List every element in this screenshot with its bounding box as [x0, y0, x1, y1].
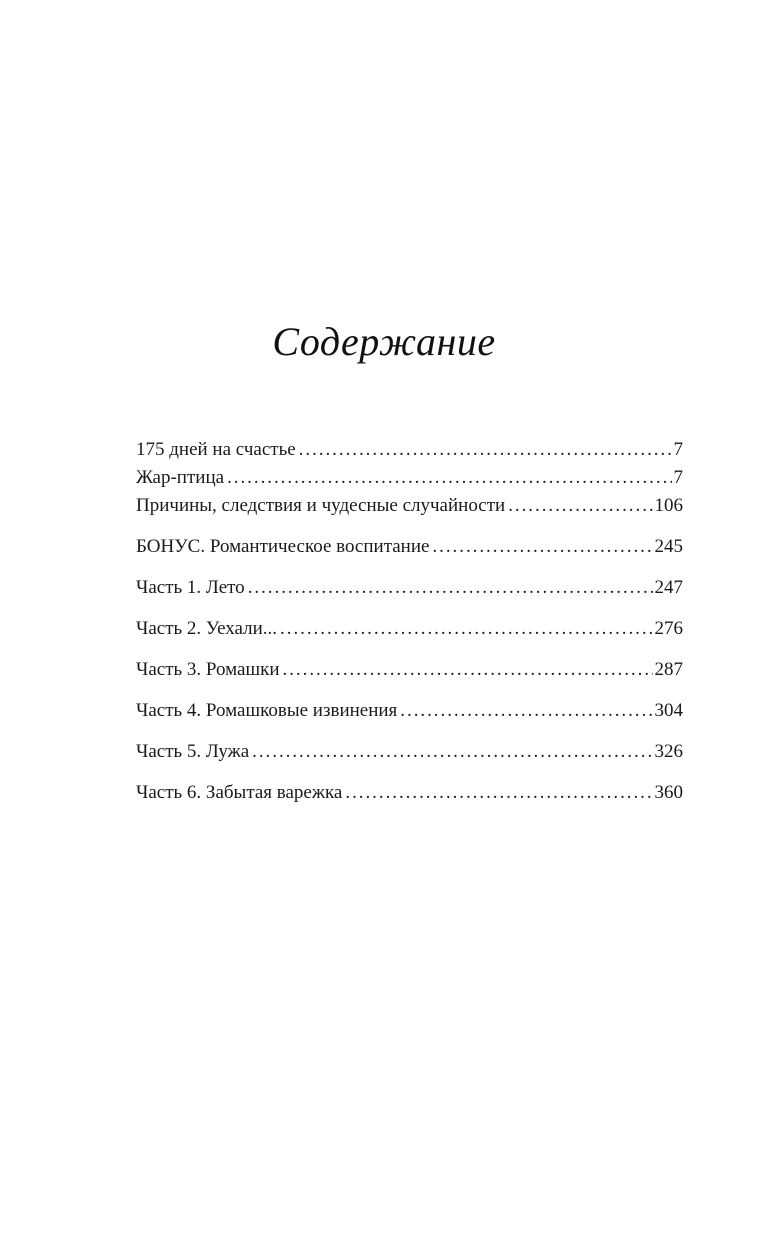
toc-entry-label: Часть 5. Лужа [136, 741, 250, 762]
toc-page-number: 245 [654, 536, 683, 557]
toc-page-number: 276 [654, 618, 683, 639]
toc-entry [136, 656, 683, 684]
toc-leader-dots [345, 779, 652, 807]
toc-entry-label: Часть 2. Уехали... [136, 618, 278, 639]
toc-page-number: 304 [654, 700, 683, 721]
toc-entry [136, 533, 683, 561]
toc-entry [136, 492, 683, 520]
toc-entry [136, 464, 683, 492]
toc-leader-dots [432, 533, 652, 561]
toc-page-number: 247 [654, 577, 683, 598]
toc-leader-dots [248, 574, 653, 602]
table-of-contents [136, 436, 683, 807]
toc-leader-dots [227, 464, 671, 492]
toc-leader-dots [280, 615, 652, 643]
toc-entry [136, 779, 683, 807]
toc-leader-dots [283, 656, 653, 684]
toc-entry-label: Часть 4. Ромашковые извинения [136, 700, 398, 721]
toc-entry-label: Часть 6. Забытая варежка [136, 782, 343, 803]
toc-page-number: 360 [654, 782, 683, 803]
toc-page-number: 7 [673, 439, 683, 460]
toc-entry [136, 615, 683, 643]
toc-entry-label: Жар-птица [136, 467, 225, 488]
toc-entry [136, 436, 683, 464]
toc-page-number: 106 [654, 495, 683, 516]
toc-entry-label: Часть 3. Ромашки [136, 659, 280, 680]
toc-page-number: 287 [654, 659, 683, 680]
toc-leader-dots [299, 436, 672, 464]
toc-entry-label: 175 дней на счастье [136, 439, 296, 460]
toc-entry-label: Причины, следствия и чудесные случайности [136, 495, 506, 516]
toc-leader-dots [252, 738, 652, 766]
toc-entry [136, 574, 683, 602]
toc-entry-label: Часть 1. Лето [136, 577, 245, 598]
toc-leader-dots [508, 492, 652, 520]
toc-entry [136, 697, 683, 725]
toc-entry-label: БОНУС. Романтическое воспитание [136, 536, 430, 557]
toc-page-number: 7 [673, 467, 683, 488]
toc-leader-dots [400, 697, 652, 725]
toc-page-number: 326 [654, 741, 683, 762]
page-title: Содержание [272, 319, 496, 364]
toc-entry [136, 738, 683, 766]
